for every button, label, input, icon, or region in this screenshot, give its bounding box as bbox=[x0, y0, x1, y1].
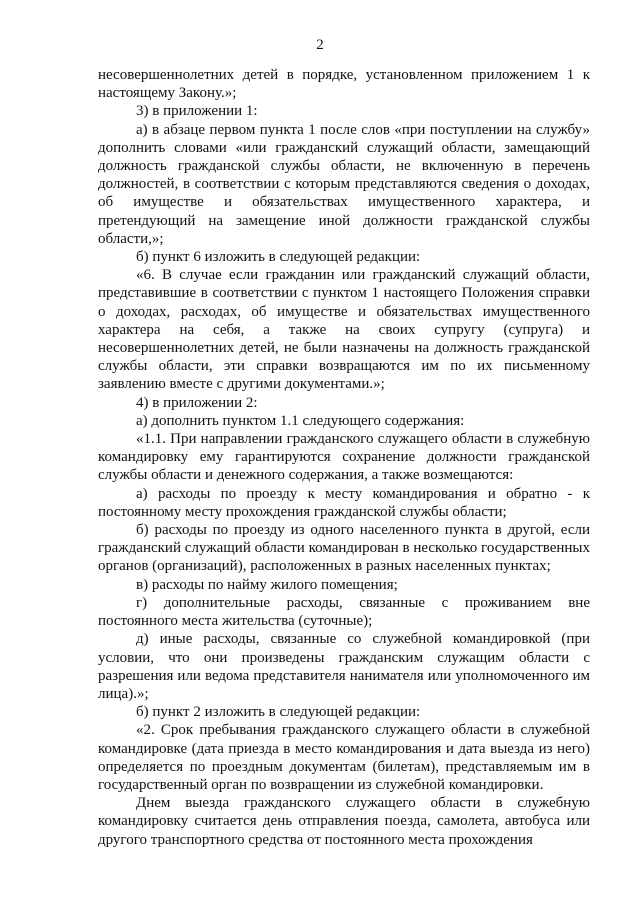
paragraph-expense-d: д) иные расходы, связанные со служебной командировкой (при условии, что они произведены гражданским служащим области с разрешения или ведома представителя нанимателя или уполномоченного им лица).»; bbox=[98, 631, 590, 702]
paragraph-point-2: «2. Срок пребывания гражданского служащего области в служебной командировке (дата приезда в место командирования и дата выезда из него) определяется по проездным документам (билетам), представляемым им в государственный орган по возвращении из служебной командировки. bbox=[98, 722, 590, 793]
paragraph-subitem-a-2: а) дополнить пунктом 1.1 следующего содержания: bbox=[136, 412, 465, 429]
paragraph-expense-v: в) расходы по найму жилого помещения; bbox=[136, 576, 398, 593]
paragraph-subitem-b-2: б) пункт 2 изложить в следующей редакции: bbox=[136, 704, 421, 721]
paragraph-continuation: несовершеннолетних детей в порядке, установленном приложением 1 к настоящему Закону.»; bbox=[98, 67, 590, 102]
paragraph-item-3: 3) в приложении 1: bbox=[136, 103, 258, 120]
paragraph-point-6: «6. В случае если гражданин или гражданский служащий области, представившие в соответствии с пунктом 1 настоящего Положения справки о доходах, расходах, об имуществе и обязательствах имущественного характера на себя, а также на своих супругу (супруга) и несовершеннолетних детей, не были назначены на должность гражданской службы области, эти справки возвращаются им по их письменному заявлению вместе с другими документами.»; bbox=[98, 267, 590, 393]
paragraph-point-1-1: «1.1. При направлении гражданского служащего области в служебную командировку ему гарантируются сохранение должности гражданской службы области и денежного содержания, а также возмещаются: bbox=[98, 431, 590, 484]
paragraph-subitem-a: а) в абзаце первом пункта 1 после слов «при поступлении на службу» дополнить словами «или гражданский служащий области, замещающий должность гражданской службы области, не включенную в перечень должностей, в соответствии с которым представляются сведения о доходах, об имуществе и обязательствах имущественного характера, и претендующий на замещение иной должности гражданской службы области,»; bbox=[98, 121, 590, 247]
paragraph-item-4: 4) в приложении 2: bbox=[136, 394, 258, 411]
page-number: 2 bbox=[316, 37, 324, 53]
document-body bbox=[98, 66, 590, 849]
paragraph-expense-g: г) дополнительные расходы, связанные с проживанием вне постоянного места жительства (суточные); bbox=[98, 594, 590, 630]
paragraph-subitem-b: б) пункт 6 изложить в следующей редакции: bbox=[136, 249, 421, 266]
paragraph-expense-b: б) расходы по проезду из одного населенного пункта в другой, если гражданский служащий области командирован в несколько государственных органов (организаций), расположенных в разных населенных пунктах; bbox=[98, 522, 590, 575]
paragraph-expense-a: а) расходы по проезду к месту командирования и обратно - к постоянному месту прохождения гражданской службы области; bbox=[98, 485, 590, 520]
paragraph-departure-day: Днем выезда гражданского служащего области в служебную командировку считается день отправления поезда, самолета, автобуса или другого транспортного средства от постоянного места прохождения bbox=[98, 795, 590, 848]
